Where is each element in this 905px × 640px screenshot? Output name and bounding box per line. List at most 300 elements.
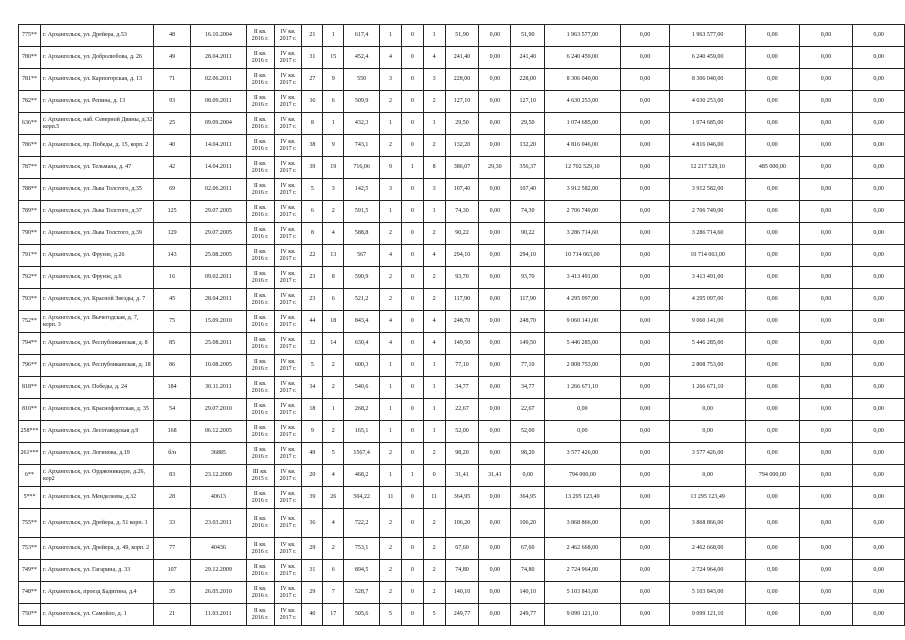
cell-id: 787** [19, 157, 41, 179]
cell-c2: 09.02.2011 [191, 267, 247, 289]
cell-c5: 20 [302, 465, 323, 487]
cell-c19: 0,00 [853, 465, 905, 487]
cell-c4: IV кв. 2017 г. [274, 399, 302, 421]
cell-c9: 0 [401, 509, 423, 538]
cell-c4: IV кв. 2017 г. [274, 113, 302, 135]
cell-c7: 722,2 [344, 509, 380, 538]
cell-c11: 228,00 [445, 69, 479, 91]
cell-c7: 1567,4 [344, 443, 380, 465]
cell-id: 796** [19, 355, 41, 377]
cell-c1: 75 [154, 311, 191, 333]
cell-id: 6** [19, 465, 41, 487]
cell-c19: 0,00 [853, 201, 905, 223]
cell-c6: 2 [323, 421, 344, 443]
cell-c6: 2 [323, 538, 344, 560]
cell-c2: 06.12.2005 [191, 421, 247, 443]
cell-c13: 294,10 [511, 245, 545, 267]
cell-c15: 0,00 [620, 267, 670, 289]
cell-c6: 6 [323, 91, 344, 113]
cell-c8: 1 [380, 201, 402, 223]
cell-c5: 6 [302, 201, 323, 223]
cell-c13: 67,60 [511, 538, 545, 560]
cell-c4: IV кв. 2017 г. [274, 245, 302, 267]
cell-c4: IV кв. 2017 г. [274, 538, 302, 560]
cell-c17: 0,00 [745, 223, 799, 245]
cell-c11: 107,40 [445, 179, 479, 201]
cell-c15: 0,00 [620, 135, 670, 157]
cell-c8: 2 [380, 135, 402, 157]
cell-c3: II кв. 2016 г. [246, 25, 274, 47]
cell-c18: 0,00 [799, 113, 853, 135]
cell-c10: 2 [423, 509, 445, 538]
cell-address: г. Архангельск, ул. Вычегодская, д. 7, корп. 3 [40, 311, 153, 333]
cell-c4: IV кв. 2017 г. [274, 509, 302, 538]
cell-c14: 3 912 582,00 [545, 179, 621, 201]
cell-c1: 16 [154, 267, 191, 289]
table-row [19, 311, 905, 333]
cell-c6: 7 [323, 582, 344, 604]
cell-c14: 2 462 668,00 [545, 538, 621, 560]
cell-c13: 117,90 [511, 289, 545, 311]
cell-c2: 08.09.2011 [191, 91, 247, 113]
cell-id: 792** [19, 267, 41, 289]
cell-c7: 600,3 [344, 355, 380, 377]
cell-c11: 29,50 [445, 113, 479, 135]
cell-c8: 9 [380, 157, 402, 179]
cell-c16: 4 630 253,00 [670, 91, 746, 113]
cell-c1: 69 [154, 179, 191, 201]
cell-c12: 0,00 [479, 560, 511, 582]
cell-c9: 1 [401, 157, 423, 179]
cell-c2: 29.07.2005 [191, 223, 247, 245]
cell-c1: 86 [154, 355, 191, 377]
cell-c3: II кв. 2016 г. [246, 421, 274, 443]
cell-c10: 2 [423, 223, 445, 245]
cell-c18: 0,00 [799, 604, 853, 626]
cell-c18: 0,00 [799, 25, 853, 47]
cell-c5: 49 [302, 443, 323, 465]
cell-c17: 0,00 [745, 560, 799, 582]
cell-id: 258*** [19, 421, 41, 443]
cell-c8: 3 [380, 179, 402, 201]
cell-c12: 0,00 [479, 443, 511, 465]
cell-c7: 504,22 [344, 487, 380, 509]
cell-c13: 0,00 [511, 465, 545, 487]
cell-c9: 0 [401, 201, 423, 223]
table-row [19, 421, 905, 443]
cell-c1: 40 [154, 135, 191, 157]
cell-c18: 0,00 [799, 289, 853, 311]
cell-address: г. Архангельск, проезд Бадигина, д.4 [40, 582, 153, 604]
cell-c14: 1 963 577,00 [545, 25, 621, 47]
cell-c14: 794 000,00 [545, 465, 621, 487]
cell-c17: 0,00 [745, 399, 799, 421]
cell-c15: 0,00 [620, 245, 670, 267]
cell-c2: 40613 [191, 487, 247, 509]
cell-c8: 4 [380, 47, 402, 69]
cell-c4: IV кв. 2017 г. [274, 223, 302, 245]
document-page [18, 24, 905, 626]
table-row [19, 69, 905, 91]
cell-c13: 22,67 [511, 399, 545, 421]
cell-c17: 0,00 [745, 377, 799, 399]
cell-c6: 4 [323, 465, 344, 487]
cell-c17: 0,00 [745, 69, 799, 91]
cell-c7: 743,1 [344, 135, 380, 157]
cell-c4: IV кв. 2017 г. [274, 333, 302, 355]
cell-c8: 1 [380, 113, 402, 135]
cell-c17: 0,00 [745, 201, 799, 223]
cell-c14: 9 060 141,00 [545, 311, 621, 333]
cell-c6: 4 [323, 223, 344, 245]
table-row [19, 267, 905, 289]
cell-c3: II кв. 2016 г. [246, 377, 274, 399]
cell-address: г. Архангельск, ул. Фрунзе, д.26 [40, 245, 153, 267]
cell-c6: 15 [323, 47, 344, 69]
cell-c4: IV кв. 2017 г. [274, 355, 302, 377]
cell-c3: II кв. 2016 г. [246, 443, 274, 465]
cell-c10: 1 [423, 421, 445, 443]
cell-c16: 5 103 843,00 [670, 582, 746, 604]
cell-c6: 3 [323, 179, 344, 201]
table-row [19, 355, 905, 377]
cell-c16: 13 295 123,49 [670, 487, 746, 509]
cell-c11: 52,00 [445, 421, 479, 443]
cell-c2: 36885 [191, 443, 247, 465]
cell-c3: II кв. 2016 г. [246, 201, 274, 223]
cell-c15: 0,00 [620, 560, 670, 582]
cell-c18: 0,00 [799, 421, 853, 443]
cell-c17: 0,00 [745, 582, 799, 604]
cell-c19: 0,00 [853, 25, 905, 47]
cell-c10: 1 [423, 355, 445, 377]
cell-c7: 894,5 [344, 560, 380, 582]
cell-c19: 0,00 [853, 179, 905, 201]
cell-c16: 3 912 582,00 [670, 179, 746, 201]
cell-c13: 149,50 [511, 333, 545, 355]
cell-c7: 509,9 [344, 91, 380, 113]
cell-address: г. Архангельск, ул. Добролюбова, д. 26 [40, 47, 153, 69]
cell-c14: 2 706 749,00 [545, 201, 621, 223]
cell-address: г. Архангельск, ул. Орджоникидзе, д.26, кор2 [40, 465, 153, 487]
cell-c19: 0,00 [853, 311, 905, 333]
cell-c15: 0,00 [620, 69, 670, 91]
cell-c9: 0 [401, 560, 423, 582]
cell-c12: 0,00 [479, 179, 511, 201]
cell-c9: 0 [401, 289, 423, 311]
cell-c15: 0,00 [620, 465, 670, 487]
cell-c11: 34,77 [445, 377, 479, 399]
cell-c9: 0 [401, 25, 423, 47]
cell-c18: 0,00 [799, 201, 853, 223]
cell-c6: 6 [323, 560, 344, 582]
cell-c13: 51,90 [511, 25, 545, 47]
cell-c13: 106,20 [511, 509, 545, 538]
cell-c15: 0,00 [620, 157, 670, 179]
cell-c9: 0 [401, 399, 423, 421]
cell-c16: 3 868 866,00 [670, 509, 746, 538]
cell-c16: 0,00 [670, 465, 746, 487]
cell-c15: 0,00 [620, 582, 670, 604]
cell-c7: 165,1 [344, 421, 380, 443]
cell-c10: 2 [423, 582, 445, 604]
cell-c6: 8 [323, 267, 344, 289]
cell-c3: II кв. 2016 г. [246, 245, 274, 267]
cell-c15: 0,00 [620, 201, 670, 223]
cell-c9: 0 [401, 355, 423, 377]
cell-c7: 591,5 [344, 201, 380, 223]
cell-address: г. Архангельск, ул. Краснофлотская, д. 35 [40, 399, 153, 421]
cell-c3: II кв. 2016 г. [246, 267, 274, 289]
cell-c6: 2 [323, 377, 344, 399]
cell-c8: 1 [380, 465, 402, 487]
cell-c19: 0,00 [853, 135, 905, 157]
cell-c5: 34 [302, 377, 323, 399]
cell-c14: 2 724 964,00 [545, 560, 621, 582]
cell-c4: IV кв. 2017 г. [274, 421, 302, 443]
cell-c6: 2 [323, 201, 344, 223]
cell-c2: 40436 [191, 538, 247, 560]
table-row [19, 399, 905, 421]
cell-c3: II кв. 2016 г. [246, 604, 274, 626]
cell-c13: 107,40 [511, 179, 545, 201]
cell-c1: 83 [154, 465, 191, 487]
cell-c14: 9 099 121,10 [545, 604, 621, 626]
cell-c4: IV кв. 2017 г. [274, 25, 302, 47]
cell-c2: 29.07.2005 [191, 201, 247, 223]
cell-c14: 3 577 426,00 [545, 443, 621, 465]
table-row [19, 465, 905, 487]
cell-c16: 3 577 426,00 [670, 443, 746, 465]
cell-c14: 8 306 040,00 [545, 69, 621, 91]
cell-c13: 127,10 [511, 91, 545, 113]
cell-c17: 0,00 [745, 25, 799, 47]
cell-id: 789** [19, 201, 41, 223]
cell-id: 748** [19, 582, 41, 604]
cell-c3: III кв. 2015 г. [246, 465, 274, 487]
cell-c5: 22 [302, 245, 323, 267]
cell-c11: 74,30 [445, 201, 479, 223]
cell-c14: 3 413 491,00 [545, 267, 621, 289]
cell-c10: 4 [423, 333, 445, 355]
cell-c1: 125 [154, 201, 191, 223]
cell-c3: II кв. 2016 г. [246, 47, 274, 69]
cell-c16: 5 446 285,00 [670, 333, 746, 355]
cell-c5: 32 [302, 333, 323, 355]
cell-c4: IV кв. 2017 г. [274, 289, 302, 311]
cell-c3: II кв. 2016 г. [246, 69, 274, 91]
cell-c10: 3 [423, 179, 445, 201]
cell-c13: 90,22 [511, 223, 545, 245]
cell-c1: 129 [154, 223, 191, 245]
cell-c14: 3 286 714,60 [545, 223, 621, 245]
cell-c19: 0,00 [853, 333, 905, 355]
cell-c18: 0,00 [799, 377, 853, 399]
cell-c19: 0,00 [853, 421, 905, 443]
cell-c6: 26 [323, 487, 344, 509]
cell-c7: 716,06 [344, 157, 380, 179]
cell-c16: 2 706 749,00 [670, 201, 746, 223]
cell-id: 753** [19, 538, 41, 560]
cell-c8: 1 [380, 355, 402, 377]
cell-c1: 42 [154, 157, 191, 179]
cell-c9: 0 [401, 69, 423, 91]
cell-address: г. Архангельск, ул. Дрейера, д.53 [40, 25, 153, 47]
cell-c14: 2 808 753,00 [545, 355, 621, 377]
cell-c3: II кв. 2016 г. [246, 223, 274, 245]
cell-c16: 2 462 668,00 [670, 538, 746, 560]
cell-c4: IV кв. 2017 г. [274, 604, 302, 626]
cell-c18: 0,00 [799, 223, 853, 245]
cell-c19: 0,00 [853, 604, 905, 626]
cell-c8: 2 [380, 582, 402, 604]
cell-c9: 1 [401, 465, 423, 487]
cell-address: г. Архангельск, ул. Менделеева, д.32 [40, 487, 153, 509]
cell-c8: 2 [380, 91, 402, 113]
cell-c16: 0,00 [670, 399, 746, 421]
cell-c16: 6 240 459,00 [670, 47, 746, 69]
cell-c16: 10 714 063,00 [670, 245, 746, 267]
cell-c7: 468,2 [344, 465, 380, 487]
table-row [19, 157, 905, 179]
cell-c1: 71 [154, 69, 191, 91]
cell-c19: 0,00 [853, 443, 905, 465]
cell-c5: 9 [302, 421, 323, 443]
cell-c3: II кв. 2016 г. [246, 157, 274, 179]
cell-c5: 31 [302, 47, 323, 69]
cell-c12: 0,00 [479, 135, 511, 157]
cell-c7: 142,5 [344, 179, 380, 201]
cell-address: г. Архангельск, ул. Льва Толстого, д.35 [40, 179, 153, 201]
cell-address: г. Архангельск, ул. Репина, д. 13 [40, 91, 153, 113]
cell-c10: 2 [423, 443, 445, 465]
cell-c6: 2 [323, 355, 344, 377]
cell-c11: 127,10 [445, 91, 479, 113]
cell-c10: 2 [423, 91, 445, 113]
cell-c4: IV кв. 2017 г. [274, 582, 302, 604]
cell-id: 775** [19, 25, 41, 47]
cell-c10: 5 [423, 604, 445, 626]
cell-c8: 4 [380, 333, 402, 355]
cell-c8: 11 [380, 487, 402, 509]
cell-id: 261*** [19, 443, 41, 465]
cell-c16: 2 724 964,00 [670, 560, 746, 582]
cell-c8: 2 [380, 443, 402, 465]
cell-c7: 588,8 [344, 223, 380, 245]
cell-c17: 0,00 [745, 267, 799, 289]
cell-c6: 1 [323, 399, 344, 421]
cell-c9: 0 [401, 582, 423, 604]
cell-c14: 4 295 097,00 [545, 289, 621, 311]
cell-c6: 18 [323, 311, 344, 333]
cell-c7: 432,3 [344, 113, 380, 135]
cell-c15: 0,00 [620, 25, 670, 47]
cell-c16: 2 808 753,00 [670, 355, 746, 377]
cell-id: 790** [19, 223, 41, 245]
cell-c2: 30.11.2011 [191, 377, 247, 399]
cell-address: г. Архангельск, ул. Льва Толстого, д.39 [40, 223, 153, 245]
cell-id: 780** [19, 47, 41, 69]
cell-c19: 0,00 [853, 289, 905, 311]
cell-c12: 0,00 [479, 377, 511, 399]
cell-c9: 0 [401, 179, 423, 201]
cell-c5: 21 [302, 25, 323, 47]
cell-id: 752** [19, 311, 41, 333]
cell-c5: 39 [302, 487, 323, 509]
cell-address: г. Архангельск, ул. Дрейера, д. 49, корп. 2 [40, 538, 153, 560]
cell-c15: 0,00 [620, 311, 670, 333]
cell-c12: 0,00 [479, 538, 511, 560]
cell-c5: 44 [302, 311, 323, 333]
cell-c11: 248,70 [445, 311, 479, 333]
cell-c4: IV кв. 2017 г. [274, 135, 302, 157]
cell-address: г. Архангельск, ул. Лесотаводская д.9 [40, 421, 153, 443]
cell-c16: 1 963 577,00 [670, 25, 746, 47]
cell-c14: 3 868 866,00 [545, 509, 621, 538]
cell-c5: 5 [302, 179, 323, 201]
cell-c18: 0,00 [799, 399, 853, 421]
cell-c2: 14.04.2011 [191, 157, 247, 179]
cell-c13: 132,20 [511, 135, 545, 157]
cell-c8: 1 [380, 25, 402, 47]
cell-c17: 0,00 [745, 538, 799, 560]
cell-id: 781** [19, 69, 41, 91]
cell-c5: 40 [302, 604, 323, 626]
cell-c18: 0,00 [799, 245, 853, 267]
cell-c13: 248,70 [511, 311, 545, 333]
cell-c14: 1 266 671,10 [545, 377, 621, 399]
cell-c18: 0,00 [799, 69, 853, 91]
cell-c1: 184 [154, 377, 191, 399]
cell-c1: 85 [154, 333, 191, 355]
table-row [19, 582, 905, 604]
table-row [19, 47, 905, 69]
cell-c9: 0 [401, 311, 423, 333]
cell-c6: 13 [323, 245, 344, 267]
cell-c18: 0,00 [799, 443, 853, 465]
cell-c15: 0,00 [620, 509, 670, 538]
cell-c19: 0,00 [853, 69, 905, 91]
cell-c1: 54 [154, 399, 191, 421]
cell-c9: 0 [401, 538, 423, 560]
cell-c12: 31,41 [479, 465, 511, 487]
cell-c18: 0,00 [799, 157, 853, 179]
cell-c19: 0,00 [853, 223, 905, 245]
cell-id: 749** [19, 560, 41, 582]
cell-c15: 0,00 [620, 355, 670, 377]
cell-c1: 107 [154, 560, 191, 582]
cell-c12: 0,00 [479, 289, 511, 311]
cell-id: 791** [19, 245, 41, 267]
cell-c13: 98,20 [511, 443, 545, 465]
cell-c12: 0,00 [479, 421, 511, 443]
table-row [19, 538, 905, 560]
cell-c5: 23 [302, 267, 323, 289]
cell-c14: 6 240 459,00 [545, 47, 621, 69]
cell-c1: 33 [154, 509, 191, 538]
cell-c3: II кв. 2016 г. [246, 113, 274, 135]
cell-c19: 0,00 [853, 582, 905, 604]
cell-c2: 11.03.2011 [191, 604, 247, 626]
cell-c2: 02.06.2011 [191, 179, 247, 201]
cell-c10: 1 [423, 113, 445, 135]
cell-c15: 0,00 [620, 487, 670, 509]
cell-id: 788** [19, 179, 41, 201]
cell-c18: 0,00 [799, 47, 853, 69]
cell-c19: 0,00 [853, 399, 905, 421]
cell-c6: 6 [323, 289, 344, 311]
cell-c17: 0,00 [745, 604, 799, 626]
